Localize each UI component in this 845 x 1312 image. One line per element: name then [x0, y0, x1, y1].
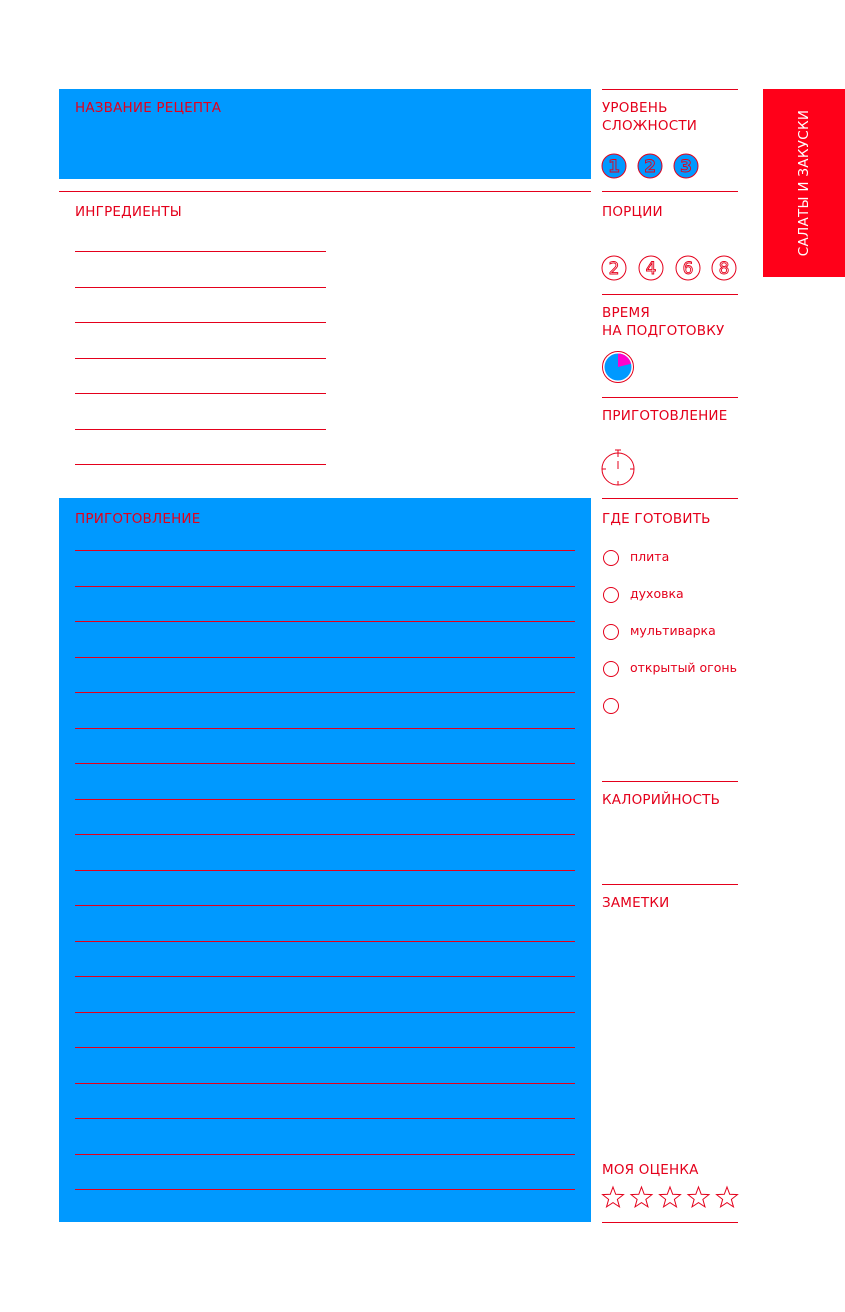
preparation-line[interactable]	[75, 728, 575, 729]
cook-option-oven-label: духовка	[630, 586, 684, 601]
ingredient-line[interactable]	[75, 429, 326, 430]
preparation-line[interactable]	[75, 1012, 575, 1013]
name-divider	[59, 191, 591, 192]
difficulty-level-3-text: 3	[680, 157, 692, 177]
stopwatch-icon	[599, 447, 639, 489]
portion-option-8-text: 8	[718, 259, 730, 279]
prep-time-pie-icon	[600, 350, 636, 386]
difficulty-level-1-text: 1	[608, 157, 620, 177]
preparation-line[interactable]	[75, 1047, 575, 1048]
calories-divider	[602, 781, 738, 782]
prep-time-label-1: ВРЕМЯ	[602, 305, 650, 321]
cook-option-other-checkbox[interactable]	[603, 698, 619, 714]
preparation-line[interactable]	[75, 976, 575, 977]
portion-option-4[interactable]	[639, 256, 663, 280]
ingredient-line[interactable]	[75, 251, 326, 252]
ingredients-label: ИНГРЕДИЕНТЫ	[75, 204, 182, 220]
preparation-label: ПРИГОТОВЛЕНИЕ	[75, 511, 201, 527]
ingredient-line[interactable]	[75, 322, 326, 323]
portion-option-6[interactable]	[676, 256, 700, 280]
preparation-line[interactable]	[75, 1154, 575, 1155]
star-icon[interactable]	[688, 1187, 709, 1207]
difficulty-label-1: УРОВЕНЬ	[602, 100, 668, 116]
star-icon[interactable]	[717, 1187, 738, 1207]
preparation-line[interactable]	[75, 763, 575, 764]
cook-option-stove-checkbox[interactable]	[603, 550, 619, 566]
cook-option-oven-checkbox[interactable]	[603, 587, 619, 603]
difficulty-level-2-text: 2	[644, 157, 656, 177]
portions-label: ПОРЦИИ	[602, 204, 663, 220]
difficulty-label-2: СЛОЖНОСТИ	[602, 118, 698, 134]
portion-option-2-text: 2	[608, 259, 620, 279]
category-tab[interactable]	[763, 89, 845, 277]
preparation-line[interactable]	[75, 870, 575, 871]
portions-divider	[602, 191, 738, 192]
preparation-block[interactable]	[59, 498, 591, 1222]
difficulty-level-3[interactable]	[674, 154, 698, 178]
cook-option-multicooker-checkbox[interactable]	[603, 624, 619, 640]
cook-option-multicooker-label: мультиварка	[630, 623, 716, 638]
cooking-divider	[602, 397, 738, 398]
star-icon[interactable]	[603, 1187, 624, 1207]
portions-options	[600, 254, 740, 284]
rating-stars	[600, 1185, 742, 1211]
star-icon[interactable]	[660, 1187, 681, 1207]
preparation-line[interactable]	[75, 1083, 575, 1084]
preparation-line[interactable]	[75, 550, 575, 551]
prep-time-label-2: НА ПОДГОТОВКУ	[602, 323, 725, 339]
category-tab-label: САЛАТЫ И ЗАКУСКИ	[796, 109, 812, 257]
difficulty-level-1[interactable]	[602, 154, 626, 178]
rating-label: МОЯ ОЦЕНКА	[602, 1162, 699, 1178]
preparation-line[interactable]	[75, 941, 575, 942]
preparation-line[interactable]	[75, 1189, 575, 1190]
preparation-line[interactable]	[75, 621, 575, 622]
preparation-line[interactable]	[75, 1118, 575, 1119]
star-icon[interactable]	[631, 1187, 652, 1207]
notes-divider	[602, 884, 738, 885]
preparation-line[interactable]	[75, 586, 575, 587]
preparation-line[interactable]	[75, 905, 575, 906]
ingredient-line[interactable]	[75, 393, 326, 394]
where-to-cook-divider	[602, 498, 738, 499]
preparation-line[interactable]	[75, 834, 575, 835]
difficulty-levels	[600, 152, 710, 182]
where-to-cook-label: ГДЕ ГОТОВИТЬ	[602, 511, 711, 527]
preparation-line[interactable]	[75, 657, 575, 658]
preparation-line[interactable]	[75, 692, 575, 693]
sidebar-top-divider	[602, 89, 738, 90]
portion-option-4-text: 4	[645, 259, 657, 279]
ingredient-line[interactable]	[75, 358, 326, 359]
portion-option-8[interactable]	[712, 256, 736, 280]
rating-bottom-divider	[602, 1222, 738, 1223]
cooking-label: ПРИГОТОВЛЕНИЕ	[602, 408, 728, 424]
ingredient-line[interactable]	[75, 464, 326, 465]
calories-label: КАЛОРИЙНОСТЬ	[602, 792, 721, 808]
preparation-line[interactable]	[75, 799, 575, 800]
portion-option-2[interactable]	[602, 256, 626, 280]
recipe-name-label: НАЗВАНИЕ РЕЦЕПТА	[75, 100, 222, 116]
cook-option-open-fire-checkbox[interactable]	[603, 661, 619, 677]
cook-option-open-fire-label: открытый огонь	[630, 660, 737, 675]
cook-option-stove-label: плита	[630, 549, 670, 564]
portion-option-6-text: 6	[682, 259, 694, 279]
ingredient-line[interactable]	[75, 287, 326, 288]
prep-time-divider	[602, 294, 738, 295]
notes-label: ЗАМЕТКИ	[602, 895, 670, 911]
difficulty-level-2[interactable]	[638, 154, 662, 178]
